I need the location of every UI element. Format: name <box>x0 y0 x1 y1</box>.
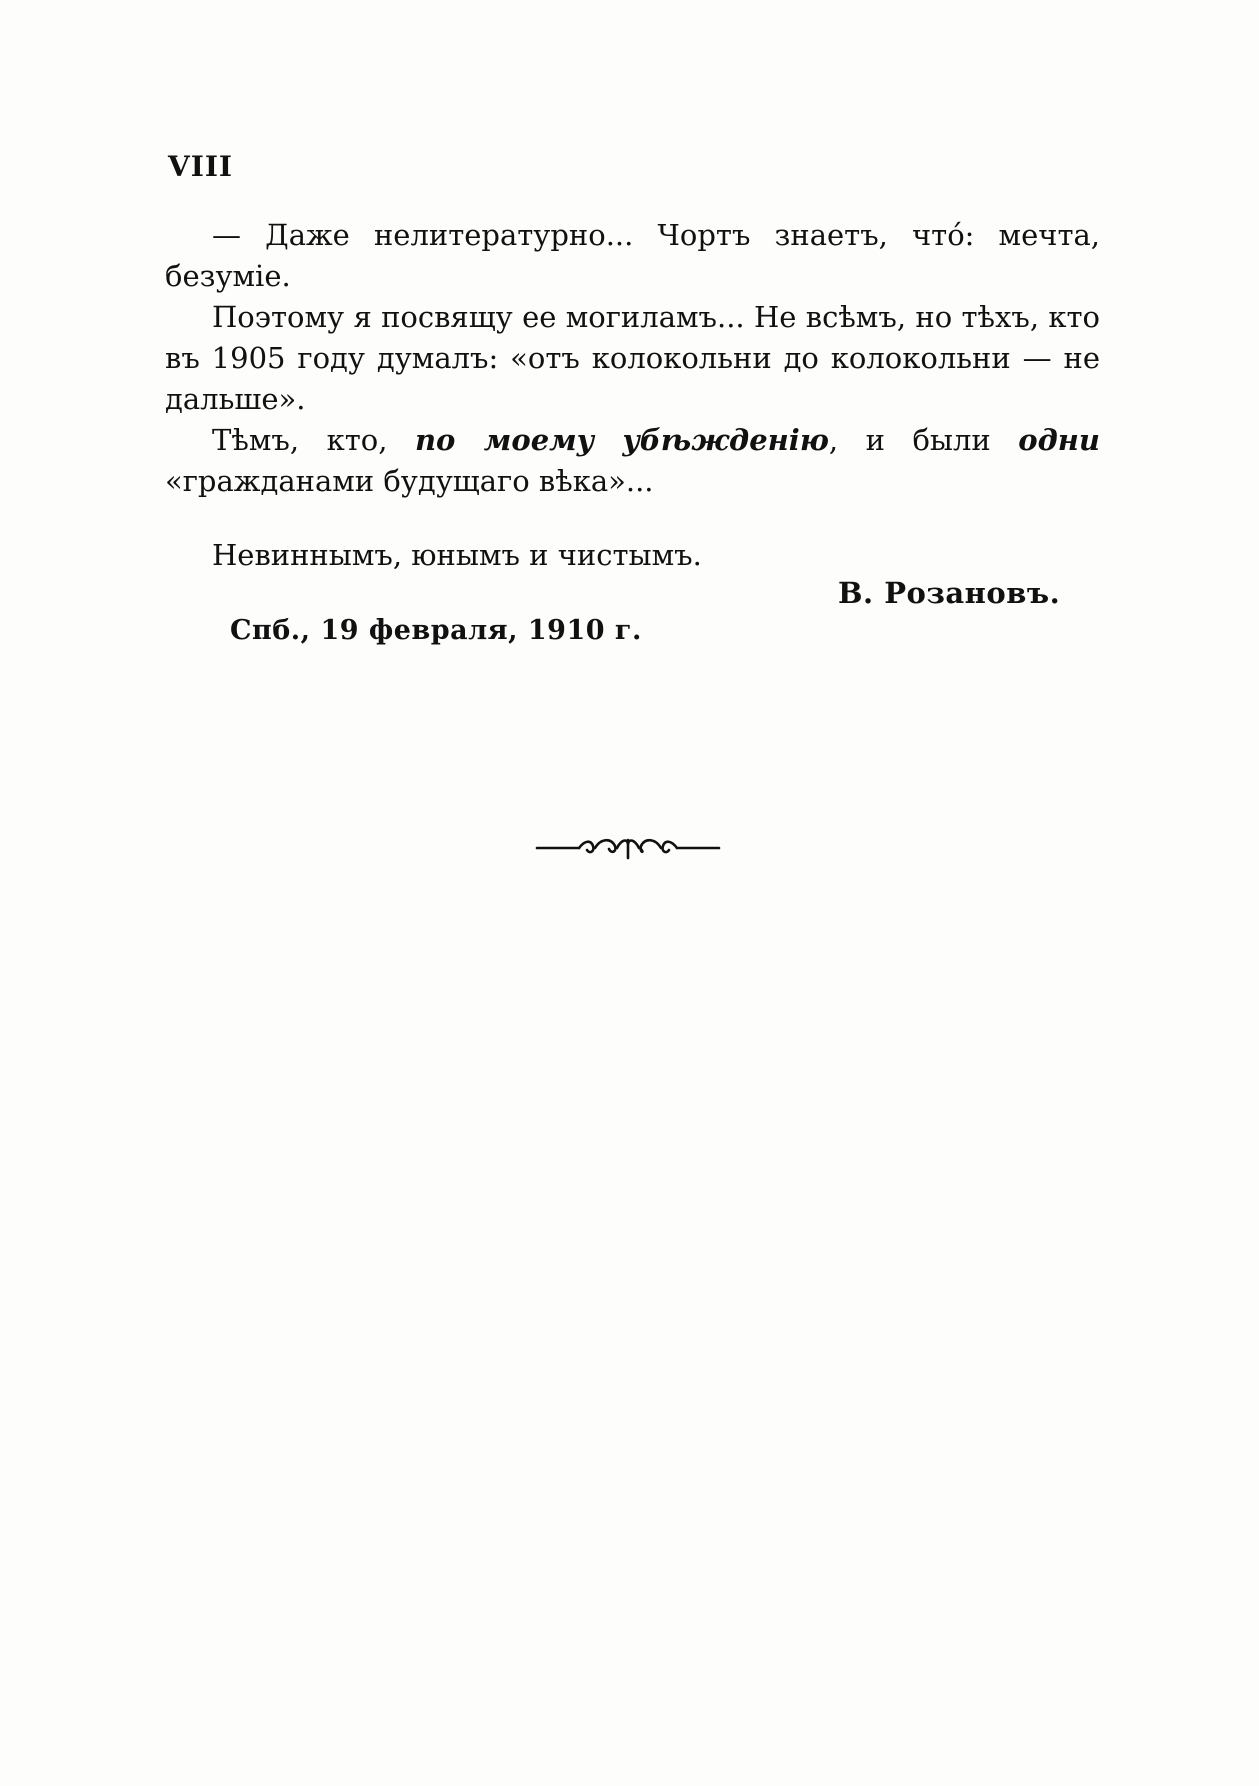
paragraph-3 <box>165 420 1100 502</box>
flourish-divider-icon <box>535 828 721 868</box>
paragraph-3-start: Тѣмъ, кто, <box>212 423 415 457</box>
italic-word-only: одни <box>1018 423 1101 457</box>
paragraph-1: — Даже нелитературно... Чортъ знаетъ, чтó: мечта, безумiе. <box>165 218 1100 293</box>
paragraph-2: Поэтому я посвящу ее могиламъ... Не всѣмъ, но тѣхъ, кто въ 1905 году думалъ: «отъ колокольни до колокольни — не дальше». <box>165 300 1100 416</box>
author-signature: В. Розановъ. <box>838 576 1061 610</box>
paragraph-3-end: «гражданами будущаго вѣка»... <box>165 464 654 498</box>
body-text <box>165 215 1100 502</box>
paragraph-3-middle: , и были <box>828 423 1019 457</box>
italic-phrase-conviction: по моему убѣжденiю <box>414 423 829 457</box>
place-and-date: Спб., 19 февраля, 1910 г. <box>230 615 642 646</box>
dedication-line: Невиннымъ, юнымъ и чистымъ. <box>212 538 702 572</box>
page-number: VIII <box>168 150 234 183</box>
